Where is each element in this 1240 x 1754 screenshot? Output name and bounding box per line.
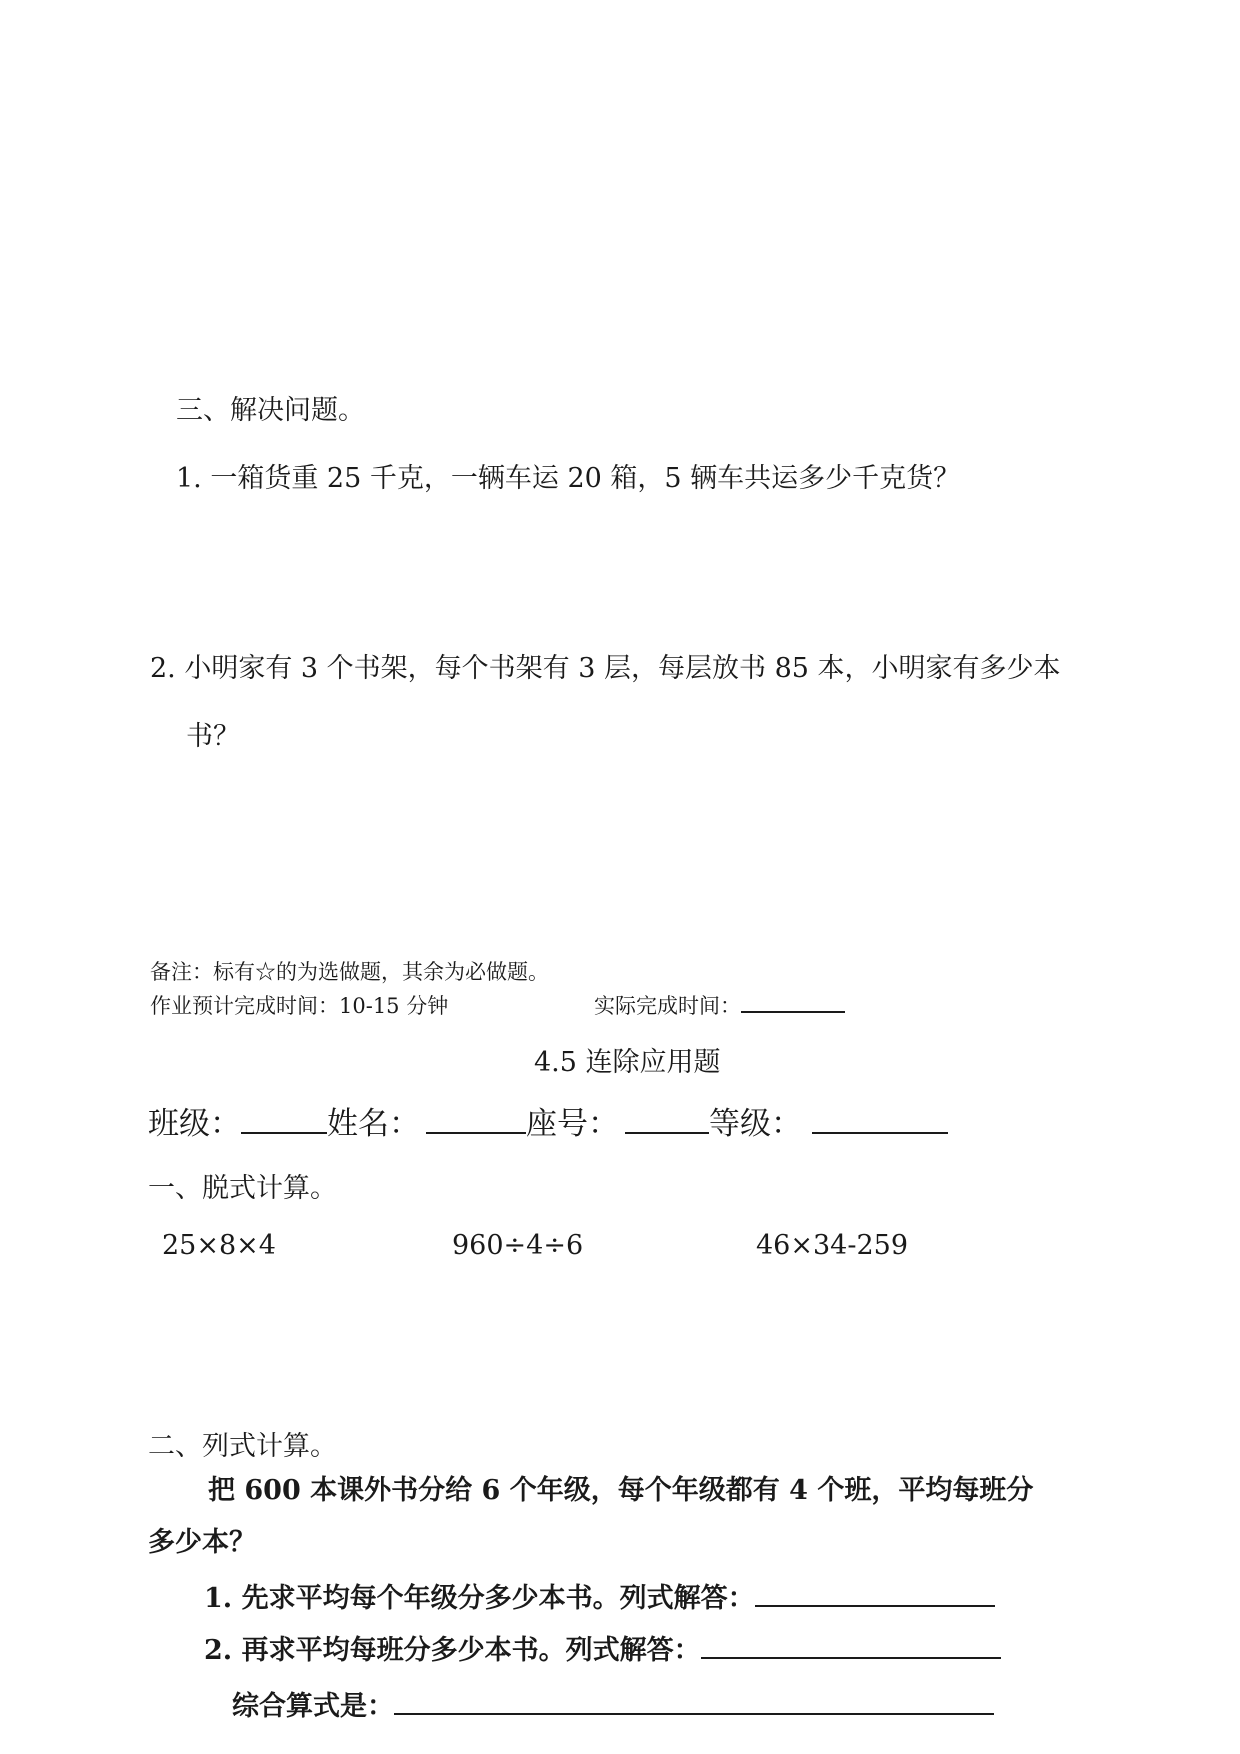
combined-row <box>232 1684 994 1723</box>
section2-problem-line1: 把 600 本课外书分给 6 个年级，每个年级都有 4 个班，平均每班分 <box>208 1475 1034 1506</box>
name-blank[interactable] <box>426 1131 526 1134</box>
seat-label: 座号： <box>526 1106 619 1142</box>
expression-3: 46×34-259 <box>756 1230 908 1261</box>
combined-answer-blank[interactable] <box>394 1712 994 1715</box>
step1-label: 1. 先求平均每个年级分多少本书。列式解答： <box>204 1583 755 1614</box>
expression-1: 25×8×4 <box>162 1230 276 1261</box>
student-info-row <box>148 1098 948 1143</box>
worksheet-title: 4.5 连除应用题 <box>534 1047 721 1078</box>
step1-answer-blank[interactable] <box>755 1604 995 1607</box>
expected-time-note: 作业预计完成时间：10-15 分钟 <box>150 994 449 1018</box>
name-label: 姓名： <box>327 1106 420 1142</box>
step2-row <box>204 1628 1001 1667</box>
section3-question-2-line1: 2. 小明家有 3 个书架，每个书架有 3 层，每层放书 85 本，小明家有多少本 <box>150 653 1061 684</box>
actual-time-row <box>594 990 845 1020</box>
grade-blank[interactable] <box>812 1131 948 1134</box>
combined-label: 综合算式是： <box>232 1691 394 1722</box>
section3-question-1: 1. 一箱货重 25 千克，一辆车运 20 箱，5 辆车共运多少千克货？ <box>176 463 961 494</box>
class-label: 班级： <box>148 1106 241 1142</box>
step2-label: 2. 再求平均每班分多少本书。列式解答： <box>204 1635 701 1666</box>
section3-question-2-line2: 书？ <box>186 721 240 752</box>
actual-time-blank[interactable] <box>741 1010 845 1013</box>
seat-blank[interactable] <box>625 1131 709 1134</box>
section1-heading: 一、脱式计算。 <box>148 1173 337 1204</box>
class-blank[interactable] <box>241 1131 327 1134</box>
section3-heading: 三、解决问题。 <box>176 395 365 426</box>
step1-row <box>204 1576 995 1615</box>
grade-label: 等级： <box>709 1106 802 1142</box>
expression-2: 960÷4÷6 <box>452 1230 584 1261</box>
remark-note: 备注：标有☆的为选做题，其余为必做题。 <box>150 960 549 984</box>
actual-time-label: 实际完成时间： <box>594 994 741 1018</box>
section2-problem-line2: 多少本？ <box>148 1527 256 1558</box>
section2-heading: 二、列式计算。 <box>148 1431 337 1462</box>
step2-answer-blank[interactable] <box>701 1656 1001 1659</box>
